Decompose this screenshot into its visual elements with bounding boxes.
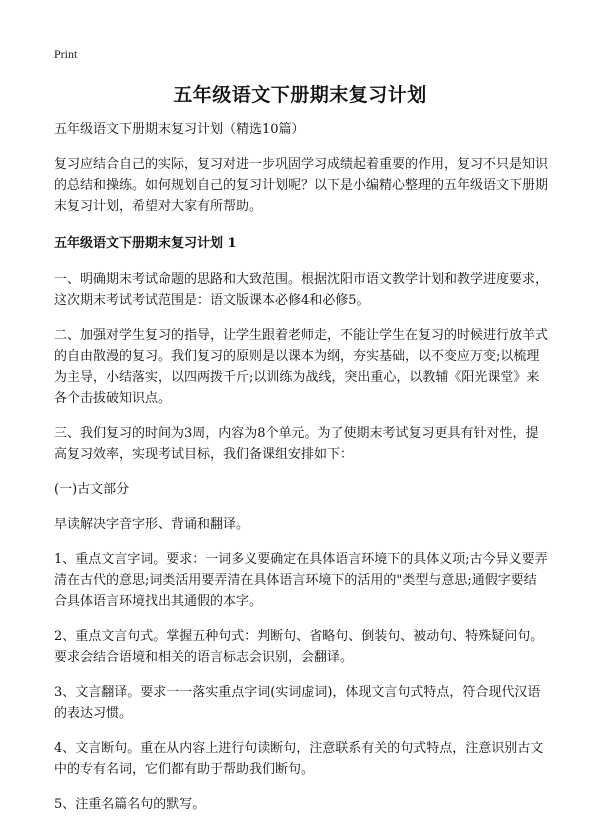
page-title: 五年级语文下册期末复习计划 <box>173 84 427 106</box>
paragraph-5: 早读解决字音字形、背诵和翻译。 <box>54 517 250 532</box>
paragraph-8: 3、文言翻译。要求一一落实重点字词(实词虚词)，体现文言句式特点，符合现代汉语的表达习惯。 <box>54 685 541 721</box>
print-link[interactable]: Print <box>54 47 78 61</box>
paragraph-3: 三、我们复习的时间为3周，内容为8个单元。为了使期末考试复习更具有针对性，提高复习效率，实现考试目标，我们备课组安排如下： <box>54 426 539 462</box>
paragraph-9: 4、文言断句。重在从内容上进行句读断句，注意联系有关的句式特点，注意识别古文中的专有名词，它们都有助于帮助我们断句。 <box>54 741 544 777</box>
paragraph-6: 1、重点文言字词。要求：一词多义要确定在具体语言环境下的具体义项;古今异义要弄清在古代的意思;词类活用要弄清在具体语言环境下的活用的"类型与意思;通假字要结合具体语言环境找出其通假的本字。 <box>54 552 548 609</box>
paragraph-7: 2、重点文言句式。掌握五种句式：判断句、省略句、倒装句、被动句、特殊疑问句。要求会结合语境和相关的语言标志会识别，会翻译。 <box>54 629 544 665</box>
intro-paragraph: 复习应结合自己的实际，复习对进一步巩固学习成绩起着重要的作用，复习不只是知识的总结和操练。如何规划自己的复习计划呢？以下是小编精心整理的五年级语文下册期末复习计划，希望对大家有所帮助。 <box>54 157 549 214</box>
document-body <box>54 119 549 829</box>
paragraph-10: 5、注重名篇名句的默写。 <box>54 797 206 812</box>
paragraph-2: 二、加强对学生复习的指导，让学生跟着老师走，不能让学生在复习的时候进行放羊式的自由散漫的复习。我们复习的原则是以课本为纲，夯实基础，以不变应万变;以梳理为主导，小结落实，以四两拨千斤;以训练为战线，突出重心，以教辅《阳光课堂》来各个击拔破知识点。 <box>54 328 549 406</box>
document-subtitle: 五年级语文下册期末复习计划（精选10篇） <box>54 122 305 137</box>
section-heading: 五年级语文下册期末复习计划 1 <box>54 236 237 251</box>
paragraph-1: 一、明确期末考试命题的思路和大致范围。根据沈阳市语文教学计划和教学进度要求，这次期末考试考试范围是：语文版课本必修4和必修5。 <box>54 272 549 308</box>
paragraph-4: (一)古文部分 <box>54 482 130 497</box>
